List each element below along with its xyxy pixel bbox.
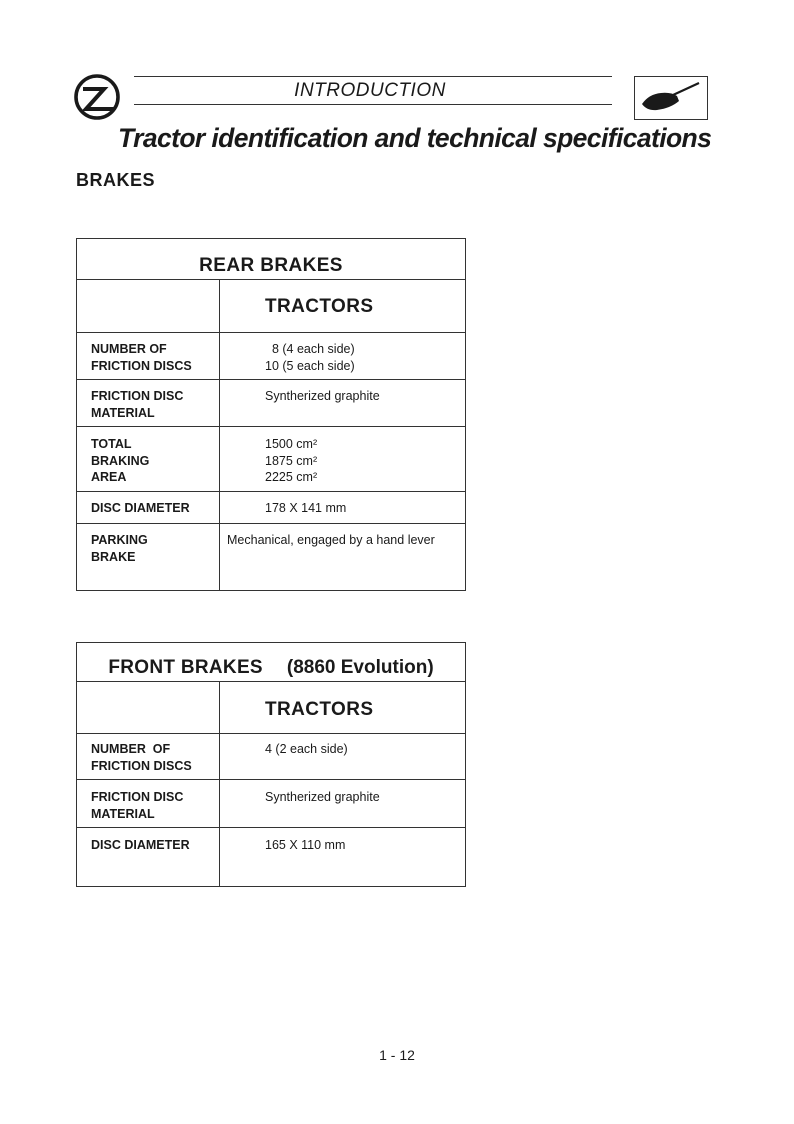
row-value xyxy=(220,333,465,379)
value-line: 4 (2 each side) xyxy=(265,742,348,756)
label-line: NUMBER OF xyxy=(91,742,171,756)
row-label xyxy=(77,380,220,426)
table-header-row xyxy=(77,682,465,734)
row-value xyxy=(220,734,465,779)
table-row xyxy=(77,734,465,780)
label-line: DISC DIAMETER xyxy=(91,501,190,515)
front-brakes-table xyxy=(76,642,466,887)
rear-brakes-table xyxy=(76,238,466,591)
header-rule-bottom xyxy=(134,104,612,105)
label-line: DISC DIAMETER xyxy=(91,838,190,852)
label-line: NUMBER OF xyxy=(91,342,167,356)
row-label xyxy=(77,427,220,491)
label-line: FRICTION DISCS xyxy=(91,758,192,773)
pen-hand-icon xyxy=(634,76,708,120)
label-line: TOTAL xyxy=(91,437,132,451)
row-label xyxy=(77,524,220,590)
label-line: MATERIAL xyxy=(91,405,155,420)
table-row xyxy=(77,780,465,828)
table-header-row xyxy=(77,280,465,333)
label-line: MATERIAL xyxy=(91,806,155,821)
section-label: INTRODUCTION xyxy=(294,80,446,101)
row-value xyxy=(220,780,465,827)
header-label-cell xyxy=(77,280,220,332)
value-line: 2225 cm² xyxy=(265,470,318,484)
value-line: 1500 cm² xyxy=(265,437,318,451)
row-label xyxy=(77,780,220,827)
value-line: 1875 cm² xyxy=(265,453,318,468)
table-title xyxy=(77,643,465,682)
table-title: REAR BRAKES xyxy=(77,239,465,280)
row-value xyxy=(220,524,465,590)
row-value xyxy=(220,828,465,886)
value-line: 10 (5 each side) xyxy=(265,358,355,373)
row-label xyxy=(77,828,220,886)
header-rule-top xyxy=(134,76,612,77)
table-row xyxy=(77,524,465,590)
table-title-model: (8860 Evolution) xyxy=(286,657,434,678)
section-heading: BRAKES xyxy=(76,170,156,190)
label-line: BRAKE xyxy=(91,549,136,564)
table-row xyxy=(77,828,465,886)
label-line: BRAKING xyxy=(91,453,150,468)
row-label xyxy=(77,333,220,379)
value-line: 165 X 110 mm xyxy=(265,838,346,852)
label-line: FRICTION DISC xyxy=(91,790,184,804)
row-label xyxy=(77,492,220,523)
row-label xyxy=(77,734,220,779)
brand-logo-icon xyxy=(74,74,120,120)
table-row xyxy=(77,492,465,524)
label-line: FRICTION DISC xyxy=(91,389,184,403)
page-number: 1 - 12 xyxy=(379,1047,415,1063)
table-title-main: FRONT BRAKES xyxy=(108,657,263,678)
value-line: 8 (4 each side) xyxy=(265,342,355,356)
row-value xyxy=(220,492,465,523)
value-line: Syntherized graphite xyxy=(265,790,380,804)
value-line: Mechanical, engaged by a hand lever xyxy=(227,533,435,547)
page-title: Tractor identification and technical specifications xyxy=(118,123,712,153)
label-line: FRICTION DISCS xyxy=(91,358,192,373)
header-label-cell xyxy=(77,682,220,733)
table-row xyxy=(77,427,465,492)
label-line: AREA xyxy=(91,470,127,484)
column-header: TRACTORS xyxy=(265,699,374,720)
table-row xyxy=(77,333,465,380)
row-value xyxy=(220,427,465,491)
table-row xyxy=(77,380,465,427)
label-line: PARKING xyxy=(91,533,148,547)
value-line: 178 X 141 mm xyxy=(265,501,347,515)
value-line: Syntherized graphite xyxy=(265,389,380,403)
row-value xyxy=(220,380,465,426)
column-header: TRACTORS xyxy=(265,296,374,317)
